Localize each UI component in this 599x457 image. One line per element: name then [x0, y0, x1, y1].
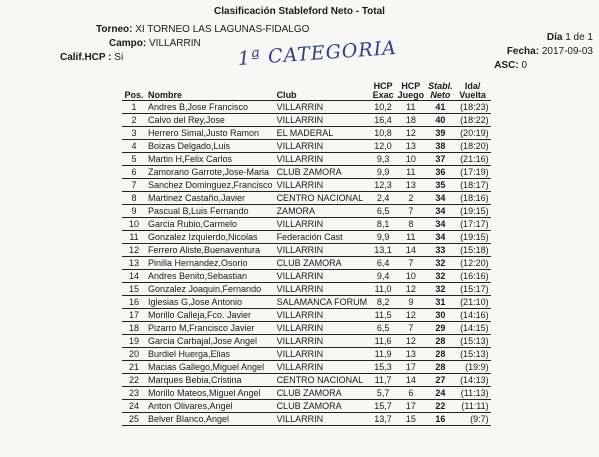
cell-hcp-exac: 12,0 [374, 141, 392, 151]
cell-ida-vuelta: (19:15) [460, 232, 489, 242]
cell-club: VILLARRIN [276, 219, 324, 229]
cell-hcp-exac: 13,7 [374, 414, 392, 424]
cell-hcp-exac: 9,3 [376, 154, 390, 164]
cell-ida-vuelta: (15:18) [460, 245, 489, 255]
cell-pos: 14 [128, 271, 139, 281]
table-row [122, 361, 491, 374]
table-row [122, 153, 491, 166]
cell-ida-vuelta: (17:19) [460, 167, 489, 177]
cell-stabl-neto: 32 [435, 271, 446, 281]
page-title: Clasificación Stableford Neto - Total [214, 6, 385, 17]
cell-ida-vuelta: (18:17) [460, 180, 489, 190]
cell-nombre: Andres B,Jose Francisco [148, 102, 249, 112]
table-row [122, 309, 491, 322]
cell-hcp-exac: 2,4 [376, 193, 390, 203]
cell-nombre: Ferrero Aliste,Buenaventura [148, 245, 261, 255]
cell-stabl-neto: 37 [435, 154, 446, 164]
cell-pos: 17 [128, 310, 139, 320]
cell-pos: 5 [131, 154, 137, 164]
cell-hcp-juego: 12 [405, 284, 416, 294]
cell-stabl-neto: 28 [435, 336, 446, 346]
cell-ida-vuelta: (19:9) [465, 362, 489, 372]
cell-club: VILLARRIN [276, 349, 324, 359]
cell-pos: 2 [131, 115, 137, 125]
cell-hcp-juego: 13 [405, 349, 416, 359]
cell-hcp-exac: 11,6 [374, 336, 392, 346]
cell-ida-vuelta: (17:17) [460, 219, 489, 229]
cell-stabl-neto: 39 [435, 128, 446, 138]
cell-hcp-juego: 2 [408, 193, 414, 203]
cell-stabl-neto: 31 [435, 297, 446, 307]
cell-club: VILLARRIN [276, 414, 324, 424]
cell-hcp-juego: 9 [408, 297, 414, 307]
cell-hcp-exac: 15,7 [374, 401, 392, 411]
cell-nombre: Boizas Delgado,Luis [148, 141, 231, 151]
cell-club: CENTRO NACIONAL [276, 193, 364, 203]
cell-nombre: Herrero Simal,Justo Ramon [148, 128, 260, 138]
cell-ida-vuelta: (18:16) [460, 193, 489, 203]
cell-hcp-exac: 6,5 [376, 323, 390, 333]
cell-stabl-neto: 34 [435, 219, 446, 229]
cell-nombre: Pizarro M,Francisco Javier [148, 323, 255, 333]
cell-hcp-exac: 11,7 [374, 375, 392, 385]
cell-nombre: Pinilla Hernandez,Osorio [148, 258, 248, 268]
cell-stabl-neto: 22 [435, 401, 446, 411]
cell-hcp-exac: 6,4 [376, 258, 390, 268]
cell-stabl-neto: 30 [435, 310, 446, 320]
table-row [122, 335, 491, 348]
fecha-line [507, 46, 593, 57]
cell-hcp-juego: 12 [405, 310, 416, 320]
cell-hcp-exac: 9,4 [376, 271, 390, 281]
cell-club: CENTRO NACIONAL [276, 375, 364, 385]
col-header-hcp-exac: HCP Exac [372, 81, 394, 100]
cell-hcp-exac: 9,9 [376, 232, 390, 242]
cell-nombre: Sanchez Dominguez,Francisco [148, 180, 273, 190]
cell-club: VILLARRIN [276, 336, 324, 346]
classification-table [122, 82, 491, 426]
table-row [122, 387, 491, 400]
dia-label: Día [546, 32, 563, 43]
cell-hcp-exac: 16,4 [374, 115, 392, 125]
cell-stabl-neto: 32 [435, 258, 446, 268]
cell-nombre: Burdiel Huerga,Elias [148, 349, 231, 359]
cell-hcp-juego: 17 [405, 401, 416, 411]
cell-hcp-exac: 6,5 [376, 206, 390, 216]
cell-club: CLUB ZAMORA [276, 258, 342, 268]
cell-club: VILLARRIN [276, 323, 324, 333]
cell-ida-vuelta: (19:15) [460, 206, 489, 216]
cell-nombre: Pascual B,Luis Fernando [148, 206, 249, 216]
cell-hcp-juego: 7 [408, 258, 414, 268]
cell-club: VILLARRIN [276, 115, 324, 125]
cell-stabl-neto: 27 [435, 375, 446, 385]
calif-line [60, 52, 123, 63]
cell-hcp-exac: 12,3 [374, 180, 392, 190]
cell-club: VILLARRIN [276, 180, 324, 190]
table-row [122, 127, 491, 140]
cell-ida-vuelta: (16:16) [460, 271, 489, 281]
cell-nombre: Gonzalez Izquierdo,Nicolas [148, 232, 258, 242]
table-row [122, 192, 491, 205]
cell-hcp-juego: 7 [408, 323, 414, 333]
campo-label: Campo: [109, 38, 147, 49]
cell-ida-vuelta: (21:10) [460, 297, 489, 307]
calif-label: Calif.HCP : [60, 52, 112, 63]
cell-hcp-juego: 11 [406, 102, 416, 112]
cell-nombre: Morillo Calleja,Fco. Javier [148, 310, 252, 320]
cell-club: VILLARRIN [276, 102, 324, 112]
cell-pos: 22 [128, 375, 139, 385]
cell-ida-vuelta: (20:19) [460, 128, 489, 138]
cell-stabl-neto: 35 [435, 180, 446, 190]
cell-pos: 7 [131, 180, 137, 190]
cell-pos: 25 [128, 414, 139, 424]
torneo-value: XI TORNEO LAS LAGUNAS-FIDALGO [135, 24, 310, 35]
cell-hcp-exac: 11,5 [374, 310, 392, 320]
cell-pos: 8 [131, 193, 137, 203]
table-row [122, 374, 491, 387]
table-row [122, 179, 491, 192]
table-header-row [122, 82, 491, 101]
cell-nombre: Calvo del Rey,Jose [148, 115, 225, 125]
cell-club: ZAMORA [276, 206, 316, 216]
calif-value: Si [114, 52, 124, 63]
handwritten-category-note: 1ª CATEGORIA [237, 36, 398, 70]
dia-value: 1 de 1 [565, 32, 593, 43]
cell-club: VILLARRIN [276, 245, 324, 255]
cell-pos: 11 [129, 232, 139, 242]
cell-pos: 1 [131, 102, 137, 112]
cell-club: VILLARRIN [276, 141, 324, 151]
torneo-label: Torneo: [96, 24, 133, 35]
cell-nombre: Gonzalez Joaquin,Fernando [148, 284, 262, 294]
cell-hcp-exac: 11,9 [374, 349, 392, 359]
cell-stabl-neto: 34 [435, 206, 446, 216]
cell-pos: 21 [128, 362, 139, 372]
cell-hcp-juego: 11 [406, 167, 416, 177]
col-header-club: Club [276, 90, 297, 100]
cell-pos: 19 [128, 336, 139, 346]
cell-stabl-neto: 28 [435, 362, 446, 372]
cell-hcp-juego: 6 [408, 388, 414, 398]
torneo-line [96, 24, 309, 35]
cell-nombre: Martinez Castaño,Javier [148, 193, 246, 203]
cell-hcp-juego: 13 [405, 180, 416, 190]
cell-nombre: Martin H,Felix Carlos [148, 154, 233, 164]
fecha-value: 2017-09-03 [541, 46, 593, 57]
cell-hcp-juego: 11 [406, 232, 416, 242]
asc-label: ASC: [494, 60, 519, 71]
cell-ida-vuelta: (15:13) [460, 336, 489, 346]
table-row [122, 400, 491, 413]
cell-pos: 24 [128, 401, 139, 411]
cell-hcp-exac: 15,3 [374, 362, 392, 372]
cell-club: EL MADERAL [276, 128, 334, 138]
cell-hcp-exac: 8,1 [376, 219, 390, 229]
cell-hcp-juego: 7 [408, 206, 414, 216]
col-header-nombre: Nombre [148, 90, 183, 100]
cell-stabl-neto: 34 [435, 232, 446, 242]
cell-nombre: Andres Benito,Sebastian [148, 271, 248, 281]
asc-line [494, 60, 527, 71]
cell-pos: 20 [128, 349, 139, 359]
cell-ida-vuelta: (9:7) [470, 414, 489, 424]
cell-nombre: Garcia Carbajal,Jose Angel [148, 336, 258, 346]
table-row [122, 166, 491, 179]
cell-pos: 15 [128, 284, 139, 294]
campo-line [109, 38, 201, 49]
cell-stabl-neto: 33 [435, 245, 446, 255]
cell-ida-vuelta: (18:22) [460, 115, 489, 125]
table-row [122, 140, 491, 153]
cell-ida-vuelta: (11:13) [460, 388, 489, 398]
cell-stabl-neto: 40 [435, 115, 446, 125]
col-header-hcp-juego: HCP Juego [397, 81, 425, 100]
cell-hcp-juego: 15 [405, 414, 416, 424]
cell-hcp-juego: 10 [405, 154, 416, 164]
campo-value: VILLARRIN [149, 38, 201, 49]
table-row [122, 270, 491, 283]
cell-hcp-exac: 13,1 [374, 245, 392, 255]
cell-ida-vuelta: (11:11) [461, 401, 489, 411]
table-row [122, 283, 491, 296]
table-row [122, 413, 491, 426]
table-row [122, 348, 491, 361]
fecha-label: Fecha: [506, 46, 540, 57]
cell-nombre: Marques Bebia,Cristina [148, 375, 242, 385]
cell-ida-vuelta: (14:15) [460, 323, 489, 333]
table-row [122, 322, 491, 335]
cell-ida-vuelta: (21:16) [460, 154, 489, 164]
cell-pos: 12 [128, 245, 139, 255]
cell-ida-vuelta: (14:13) [460, 375, 489, 385]
table-row [122, 257, 491, 270]
cell-nombre: Anton Olivares,Angel [148, 401, 233, 411]
asc-value: 0 [521, 60, 527, 71]
cell-hcp-juego: 17 [405, 362, 416, 372]
cell-ida-vuelta: (14:16) [460, 310, 489, 320]
cell-hcp-exac: 11,0 [374, 284, 392, 294]
cell-club: VILLARRIN [276, 284, 324, 294]
cell-stabl-neto: 41 [435, 102, 446, 112]
cell-hcp-exac: 5,7 [376, 388, 390, 398]
cell-club: VILLARRIN [276, 154, 324, 164]
cell-club: VILLARRIN [276, 310, 324, 320]
cell-hcp-exac: 9,9 [376, 167, 390, 177]
cell-hcp-exac: 10,2 [374, 102, 392, 112]
cell-stabl-neto: 38 [435, 141, 446, 151]
table-row [122, 244, 491, 257]
col-header-ida-vuelta: Ida/ Vuelta [459, 81, 486, 100]
cell-hcp-exac: 10,8 [374, 128, 392, 138]
cell-hcp-juego: 14 [405, 375, 416, 385]
cell-club: CLUB ZAMORA [276, 401, 342, 411]
table-row [122, 218, 491, 231]
cell-pos: 6 [131, 167, 137, 177]
cell-nombre: Belver Blanco,Angel [148, 414, 230, 424]
cell-nombre: Macias Gallego,Miguel Angel [148, 362, 265, 372]
cell-nombre: Iglesias G,Jose Antonio [148, 297, 243, 307]
cell-hcp-juego: 14 [405, 245, 416, 255]
cell-stabl-neto: 29 [435, 323, 446, 333]
cell-ida-vuelta: (18:23) [460, 102, 489, 112]
cell-nombre: Zamorano Garrote,Jose-Maria [148, 167, 270, 177]
cell-club: Federación Cast [276, 232, 343, 242]
table-row [122, 114, 491, 127]
col-header-pos: Pos. [124, 90, 144, 100]
cell-stabl-neto: 32 [435, 284, 446, 294]
cell-pos: 13 [128, 258, 139, 268]
table-body [122, 101, 491, 426]
table-row [122, 101, 491, 114]
cell-pos: 3 [131, 128, 137, 138]
cell-pos: 23 [128, 388, 139, 398]
cell-club: CLUB ZAMORA [276, 167, 342, 177]
cell-ida-vuelta: (15:13) [460, 349, 489, 359]
cell-club: VILLARRIN [276, 271, 324, 281]
table-row [122, 296, 491, 309]
cell-club: CLUB ZAMORA [276, 388, 342, 398]
cell-hcp-juego: 12 [405, 128, 416, 138]
cell-stabl-neto: 34 [435, 193, 446, 203]
col-header-stabl-neto: Stabl. Neto [428, 81, 453, 100]
cell-pos: 18 [128, 323, 139, 333]
cell-club: SALAMANCA FORUM [276, 297, 368, 307]
cell-pos: 10 [128, 219, 139, 229]
cell-ida-vuelta: (18:20) [460, 141, 489, 151]
cell-stabl-neto: 24 [435, 388, 446, 398]
dia-line [547, 32, 593, 43]
table-row [122, 205, 491, 218]
cell-hcp-juego: 13 [405, 141, 416, 151]
cell-stabl-neto: 36 [435, 167, 446, 177]
cell-hcp-exac: 8,2 [376, 297, 390, 307]
cell-ida-vuelta: (12:20) [460, 258, 489, 268]
cell-pos: 9 [131, 206, 137, 216]
cell-stabl-neto: 16 [435, 414, 446, 424]
cell-pos: 16 [128, 297, 139, 307]
cell-ida-vuelta: (15:17) [460, 284, 489, 294]
cell-hcp-juego: 18 [405, 115, 416, 125]
cell-nombre: Garcia Rubio,Carmelo [148, 219, 238, 229]
cell-hcp-juego: 8 [408, 219, 414, 229]
cell-club: VILLARRIN [276, 362, 324, 372]
cell-hcp-juego: 10 [405, 271, 416, 281]
cell-stabl-neto: 28 [435, 349, 446, 359]
table-row [122, 231, 491, 244]
cell-nombre: Morillo Mateos,Miguel Angel [148, 388, 261, 398]
cell-hcp-juego: 12 [405, 336, 416, 346]
cell-pos: 4 [131, 141, 137, 151]
